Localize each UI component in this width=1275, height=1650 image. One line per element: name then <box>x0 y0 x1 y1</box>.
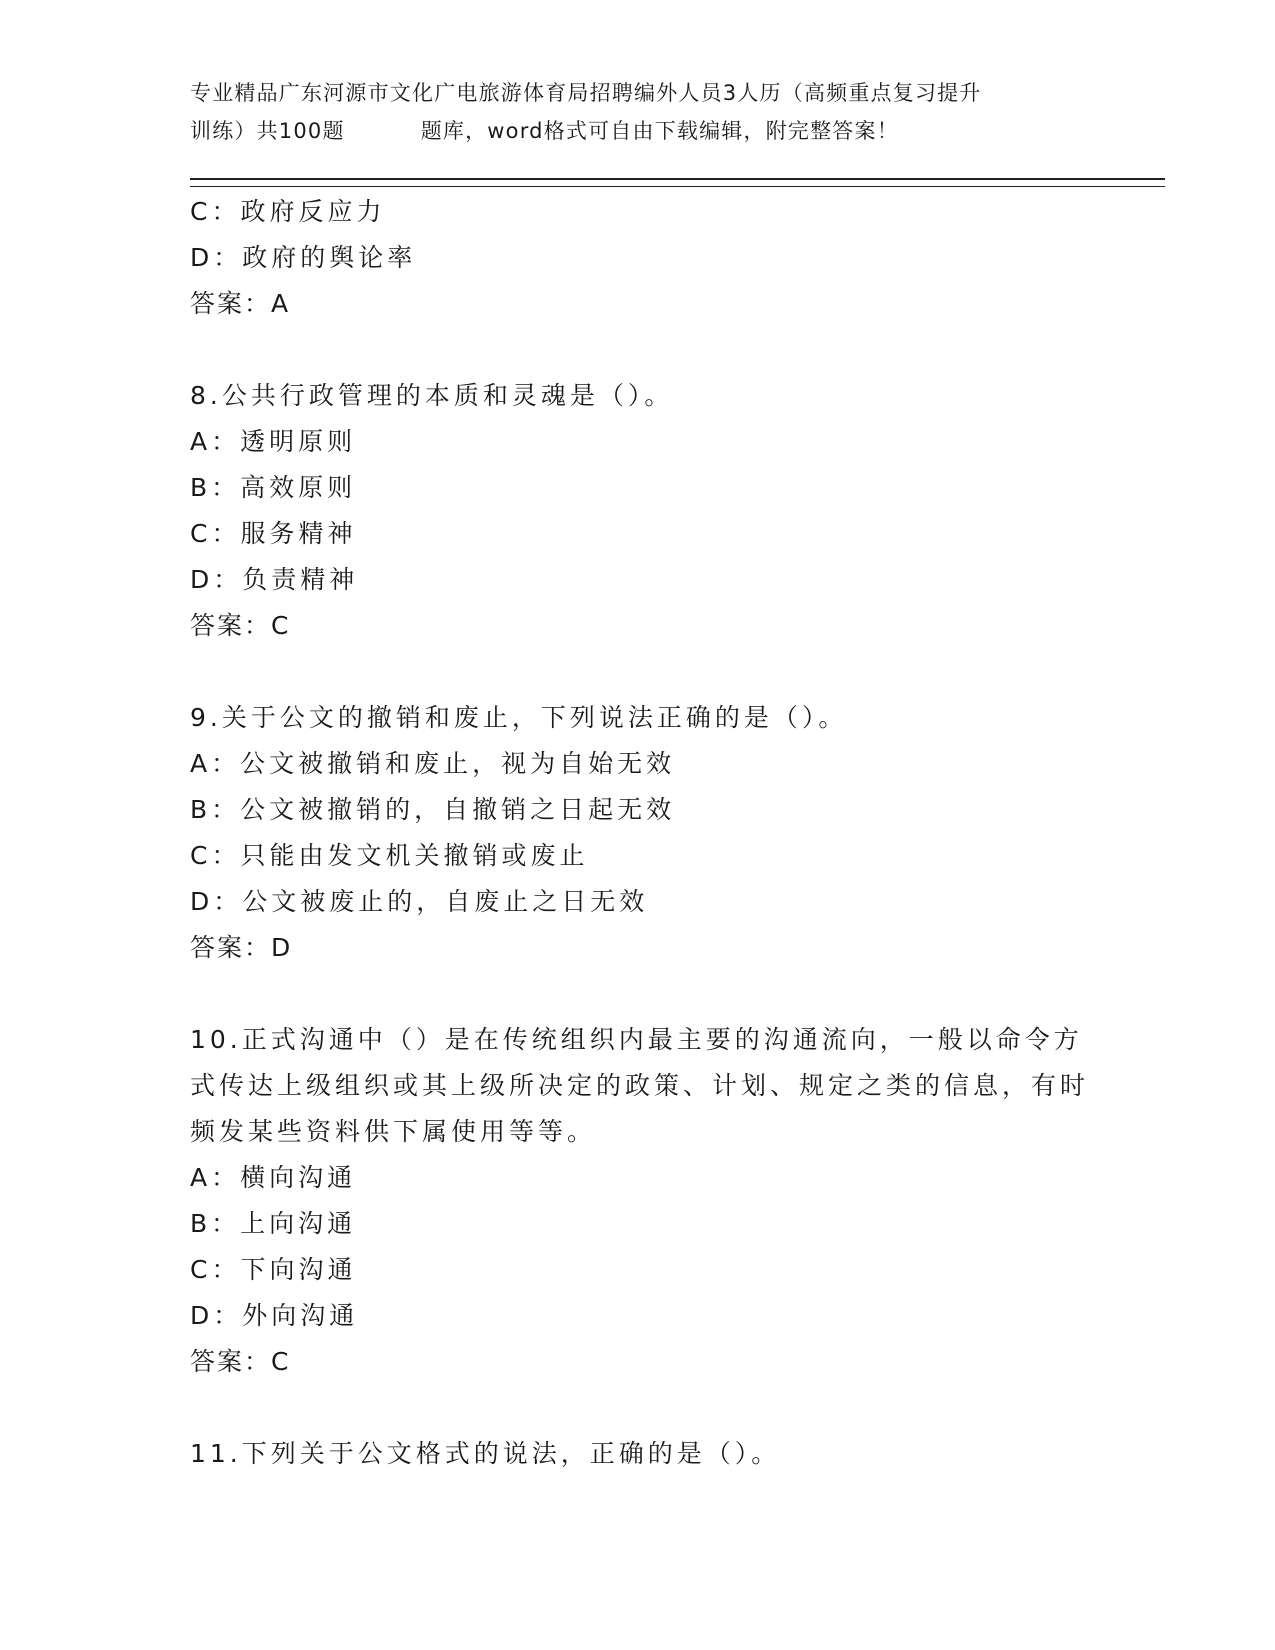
answer-line: 答案：D <box>190 933 293 962</box>
header-title-line-1: 专业精品广东河源市文化广电旅游体育局招聘编外人员3人历（高频重点复习提升 <box>190 81 982 105</box>
question-stem: 8.公共行政管理的本质和灵魂是（）。 <box>190 381 674 410</box>
option-a: A：公文被撤销和废止，视为自始无效 <box>190 749 676 778</box>
question-9 <box>190 695 1090 971</box>
option-b: B：高效原则 <box>190 473 357 502</box>
header-divider <box>190 178 1165 187</box>
option-c: C：服务精神 <box>190 519 357 548</box>
question-stem: 11.下列关于公文格式的说法，正确的是（）。 <box>190 1439 781 1468</box>
answer-line: 答案：A <box>190 289 291 318</box>
option-d: D：政府的舆论率 <box>190 243 417 272</box>
answer-line: 答案：C <box>190 1347 291 1376</box>
question-7-continued <box>190 189 1090 327</box>
header-title-line-2-left: 训练）共100题 <box>190 119 345 143</box>
option-b: B：公文被撤销的，自撤销之日起无效 <box>190 795 676 824</box>
answer-line: 答案：C <box>190 611 291 640</box>
option-c: C：只能由发文机关撤销或废止 <box>190 841 589 870</box>
document-body <box>190 189 1090 1477</box>
question-11 <box>190 1431 1090 1477</box>
header-title-line-2-right: 题库，word格式可自由下载编辑，附完整答案！ <box>420 119 899 143</box>
question-stem: 10.正式沟通中（）是在传统组织内最主要的沟通流向，一般以命令方式传达上级组织或其上级所决定的政策、计划、规定之类的信息，有时频发某些资料供下属使用等等。 <box>190 1025 1090 1146</box>
question-stem: 9.关于公文的撤销和废止，下列说法正确的是（）。 <box>190 703 848 732</box>
option-d: D：负责精神 <box>190 565 359 594</box>
option-a: A：横向沟通 <box>190 1163 357 1192</box>
page-header <box>190 74 1090 150</box>
option-a: A：透明原则 <box>190 427 357 456</box>
option-d: D：外向沟通 <box>190 1301 359 1330</box>
question-8 <box>190 373 1090 649</box>
option-c: C：政府反应力 <box>190 197 386 226</box>
option-d: D：公文被废止的，自废止之日无效 <box>190 887 649 916</box>
option-b: B：上向沟通 <box>190 1209 357 1238</box>
question-10 <box>190 1017 1090 1385</box>
header-title-line-2 <box>190 112 1090 150</box>
option-c: C：下向沟通 <box>190 1255 357 1284</box>
